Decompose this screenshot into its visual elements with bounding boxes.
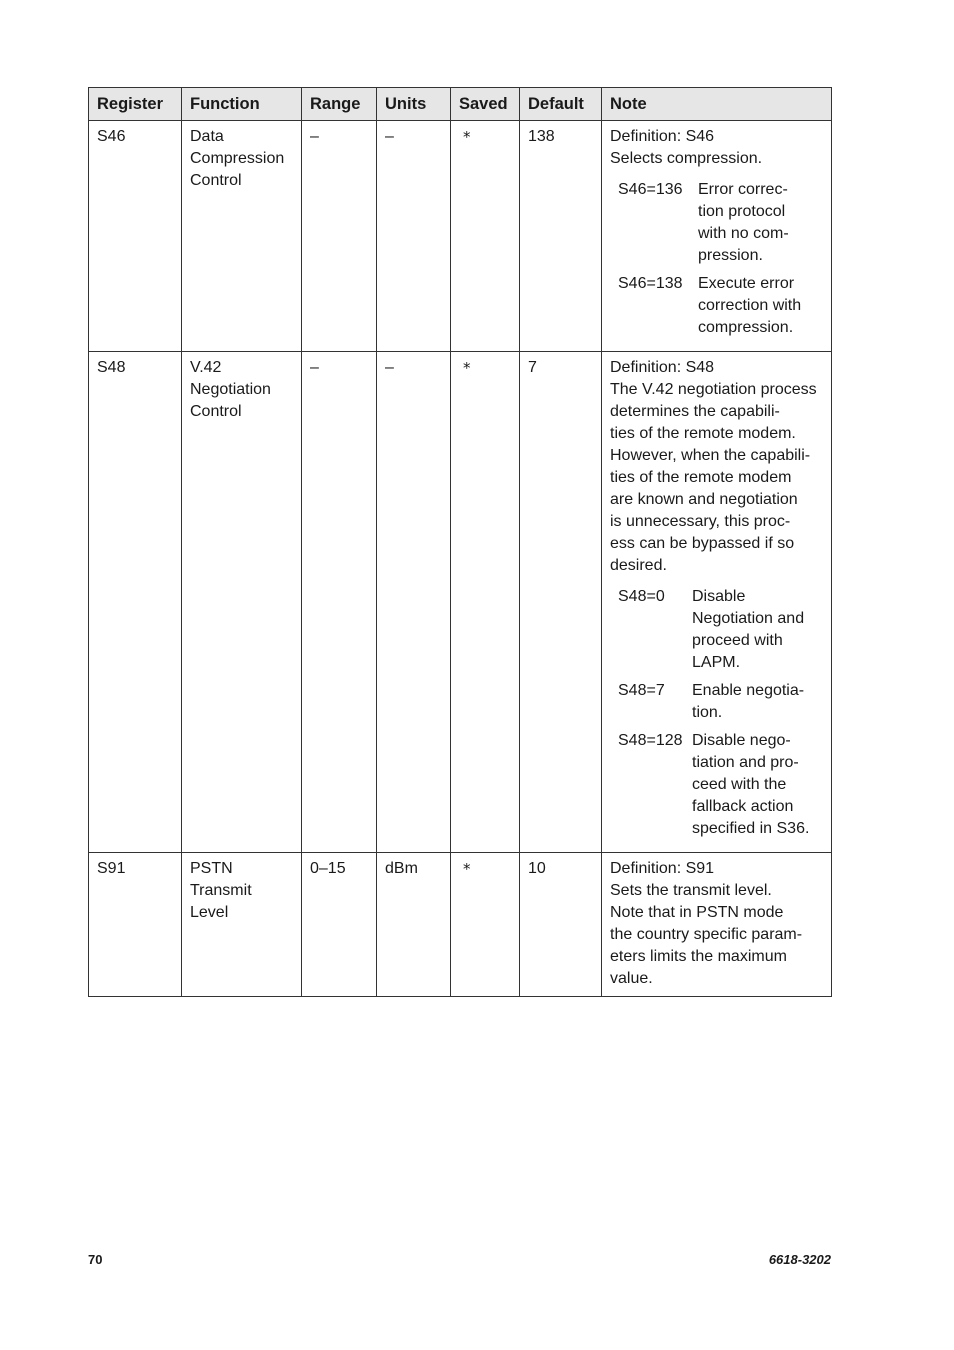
units-cell: dBm — [377, 853, 451, 997]
option-item — [610, 273, 823, 339]
s-register-table — [88, 87, 832, 997]
note-cell — [602, 853, 832, 997]
note-cell — [602, 121, 832, 352]
units-cell: – — [377, 352, 451, 853]
option-item — [610, 680, 823, 724]
header-range: Range — [302, 88, 377, 121]
option-item — [610, 730, 823, 840]
option-text: Execute error correction with compression. — [698, 275, 802, 336]
header-register: Register — [89, 88, 182, 121]
register-cell: S46 — [89, 121, 182, 352]
header-saved: Saved — [451, 88, 520, 121]
function-cell: PSTN Transmit Level — [182, 853, 302, 997]
option-list — [610, 586, 823, 840]
option-item — [610, 586, 823, 674]
option-item — [610, 179, 823, 267]
range-cell: 0–15 — [302, 853, 377, 997]
note-text: Definition: S91 Sets the transmit level. Note that in PSTN mode the country specific param- eters limits the maximum value. — [610, 860, 803, 987]
saved-cell — [451, 853, 520, 997]
table-row — [89, 853, 832, 997]
saved-asterisk: * — [463, 359, 471, 377]
table-header-row — [89, 88, 832, 121]
table-row — [89, 352, 832, 853]
header-default: Default — [520, 88, 602, 121]
units-cell: – — [377, 121, 451, 352]
document-number: 6618-3202 — [768, 1252, 831, 1267]
function-cell: Data Compression Control — [182, 121, 302, 352]
note-cell — [602, 352, 832, 853]
option-key: S48=0 — [618, 588, 665, 605]
saved-asterisk: * — [463, 128, 471, 146]
range-cell: – — [302, 121, 377, 352]
register-cell: S91 — [89, 853, 182, 997]
option-text: Enable negotia- tion. — [692, 682, 805, 721]
note-text: Definition: S48 The V.42 negotiation process determines the capabili- ties of the remote modem. However, when the capabili- ties of the remote modem are known and negotiation is unnecessary, this proc- ess can be bypassed if so desired. — [610, 359, 817, 574]
header-note: Note — [602, 88, 832, 121]
option-text: Disable nego- tiation and pro- ceed with the fallback action specified in S36. — [692, 732, 810, 837]
range-cell: – — [302, 352, 377, 853]
header-function: Function — [182, 88, 302, 121]
saved-asterisk: * — [463, 860, 471, 878]
option-key: S46=138 — [618, 275, 683, 292]
default-cell: 10 — [520, 853, 602, 997]
option-list — [610, 179, 823, 339]
default-cell: 7 — [520, 352, 602, 853]
note-text: Definition: S46 Selects compression. — [610, 128, 763, 167]
option-text: Disable Negotiation and proceed with LAPM. — [692, 588, 805, 671]
page-number: 70 — [88, 1252, 103, 1267]
option-key: S46=136 — [618, 181, 683, 198]
option-key: S48=7 — [618, 682, 665, 699]
saved-cell — [451, 121, 520, 352]
option-text: Error correc- tion protocol with no com- pression. — [698, 181, 789, 264]
register-cell: S48 — [89, 352, 182, 853]
table-row — [89, 121, 832, 352]
header-units: Units — [377, 88, 451, 121]
option-key: S48=128 — [618, 732, 683, 749]
default-cell: 138 — [520, 121, 602, 352]
saved-cell — [451, 352, 520, 853]
function-cell: V.42 Negotiation Control — [182, 352, 302, 853]
